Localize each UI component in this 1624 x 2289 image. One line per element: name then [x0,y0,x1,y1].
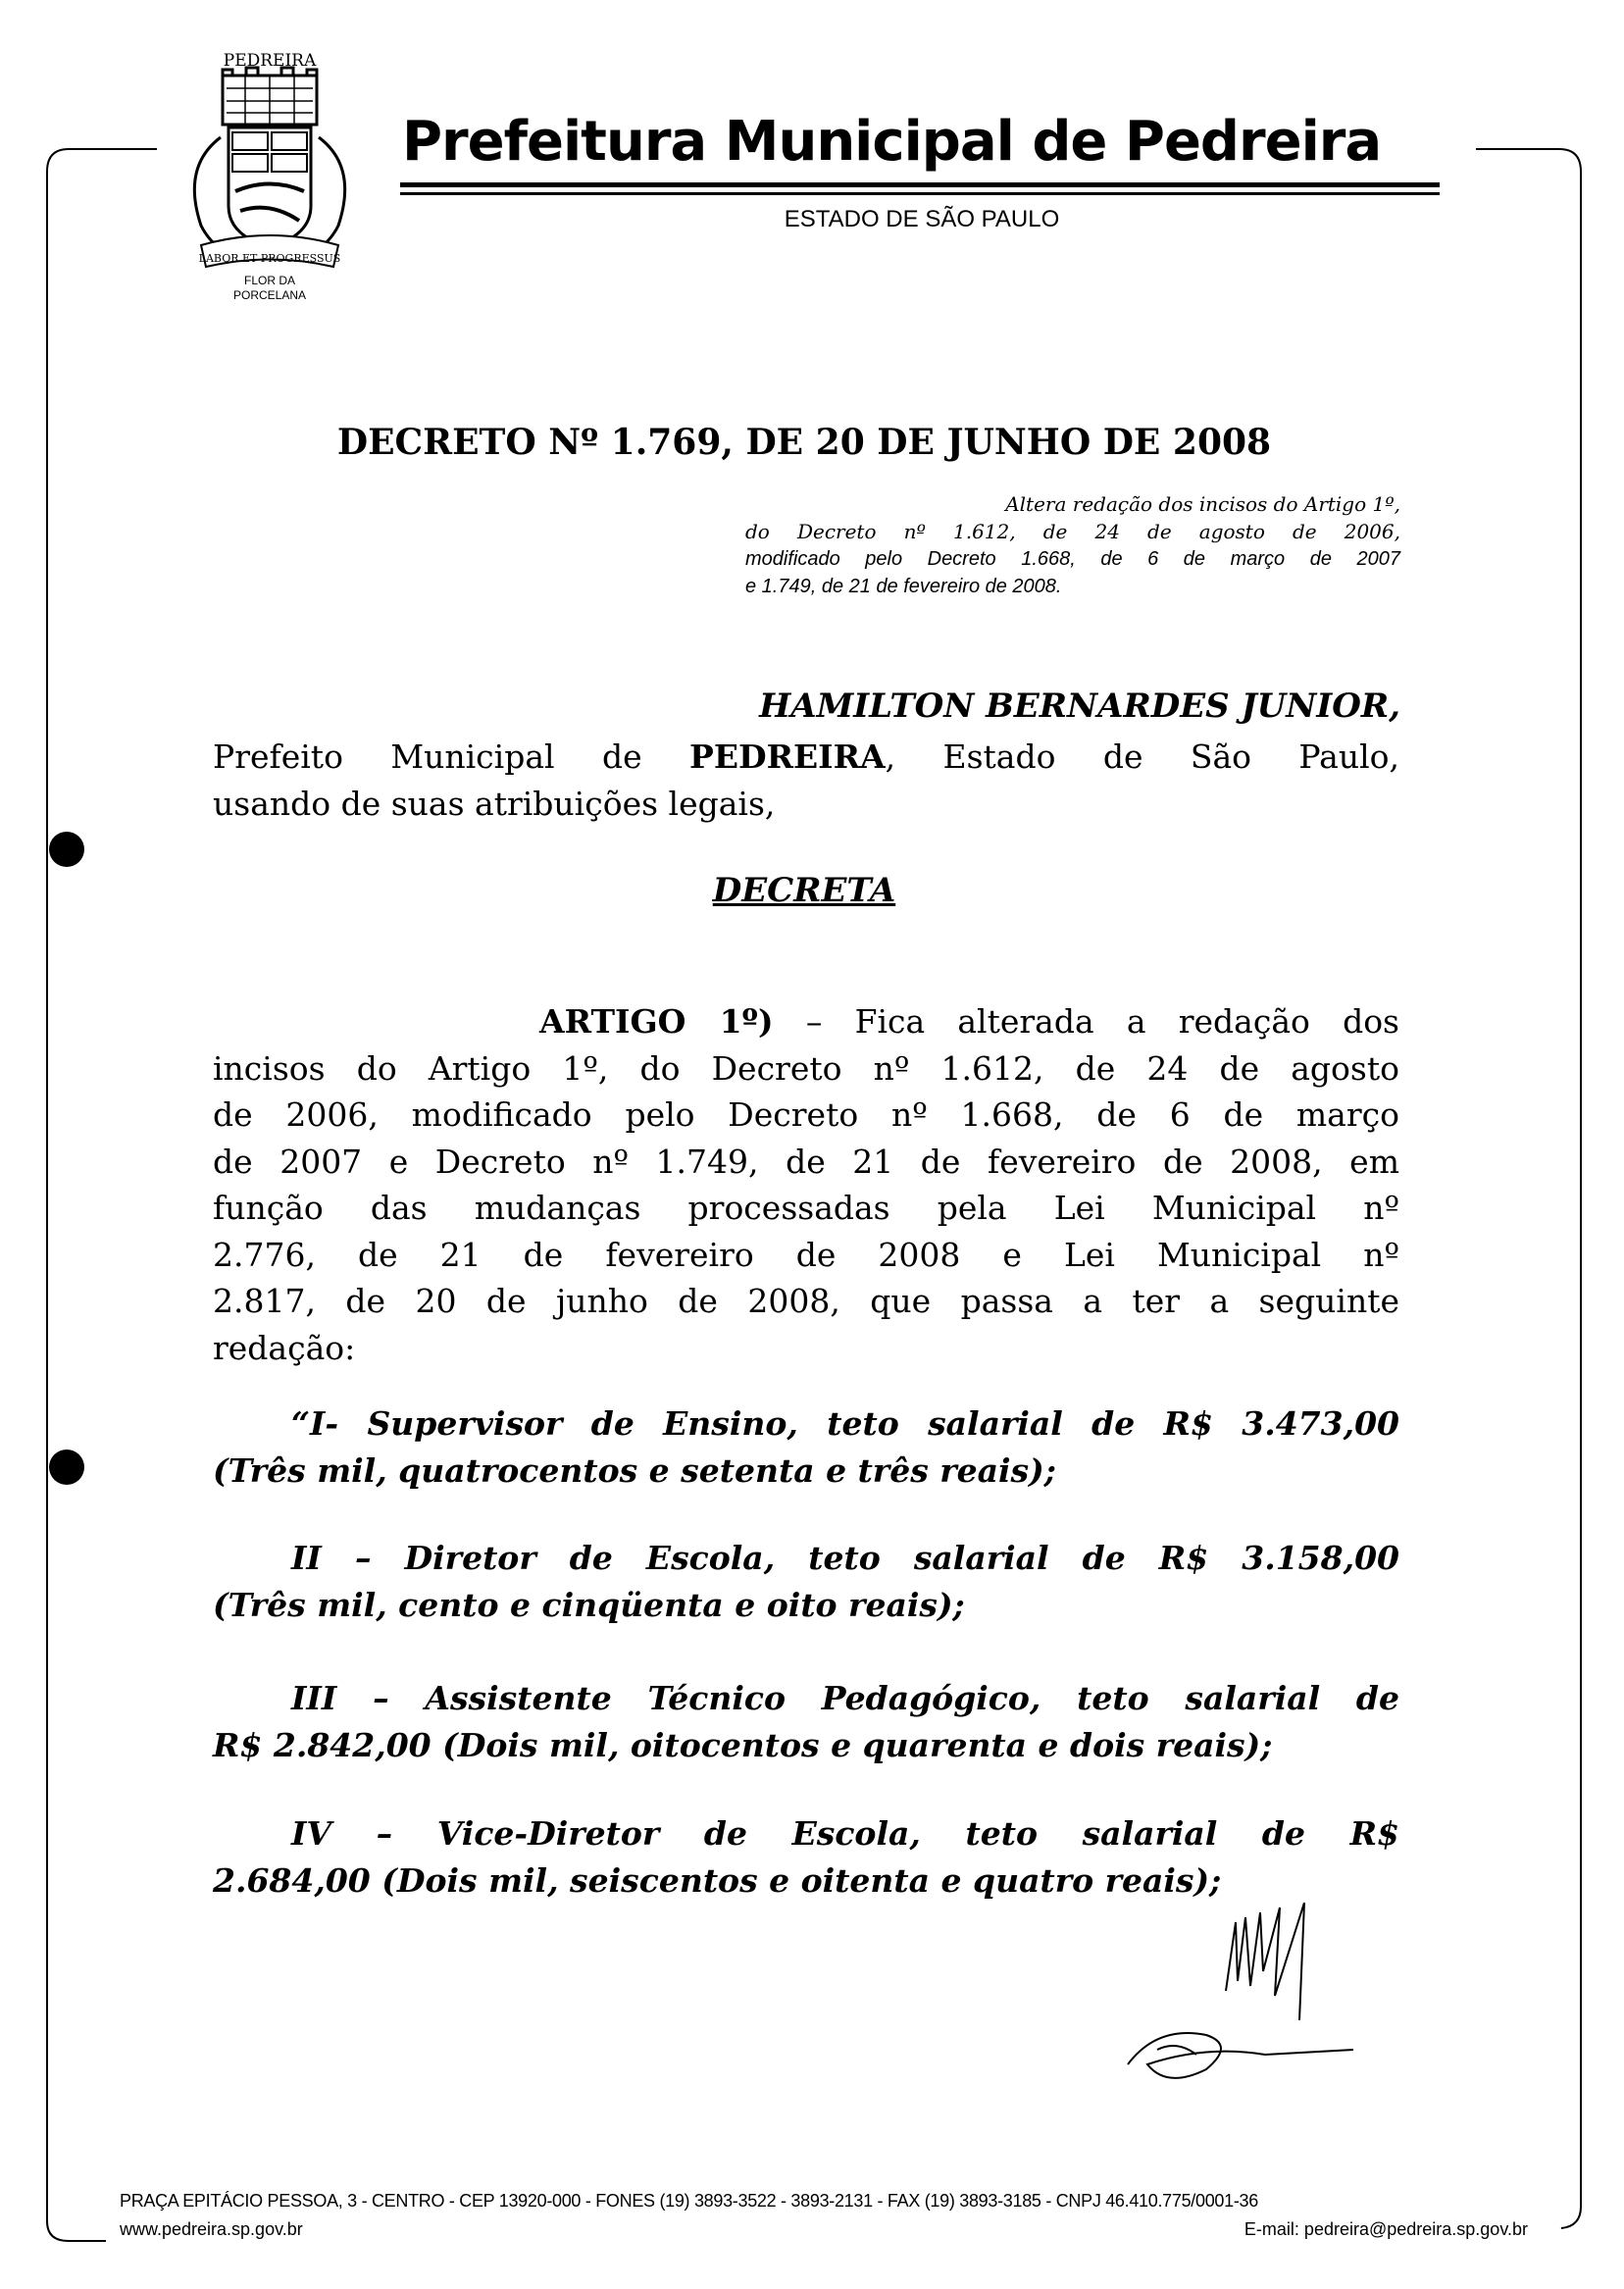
article-line: 2.817, de 20 de junho de 2008, que passa a ter a seguinte [213,1282,1399,1320]
svg-text:FLOR DA: FLOR DA [243,274,296,287]
item-line: “I- Supervisor de Ensino, teto salarial de R$ 3.473,00 [291,1404,1399,1443]
svg-text:PORCELANA: PORCELANA [232,288,307,302]
article-line: redação: [213,1328,356,1367]
item-line: II – Diretor de Escola, teto salarial de R$ 3.158,00 [291,1539,1399,1577]
article-line: incisos do Artigo 1º, do Decreto nº 1.612, de 24 de agosto [213,1048,1399,1088]
municipality-title: Prefeitura Municipal de Pedreira [402,110,1382,174]
item-line: IV – Vice-Diretor de Escola, teto salarial de R$ [291,1814,1399,1853]
item-i [213,1400,1399,1494]
article-line: de 2007 e Decreto nº 1.749, de 21 de fevereiro de 2008, em [213,1142,1399,1181]
summary-line: do Decreto nº 1.612, de 24 de agosto de 2006, [745,520,1400,543]
title-rule [400,192,1440,195]
state-subtitle: ESTADO DE SÃO PAULO [784,206,1060,232]
item-ii [213,1535,1399,1628]
svg-text:LABOR ET PROGRESSUS: LABOR ET PROGRESSUS [198,252,341,265]
item-line: (Três mil, quatrocentos e setenta e três reais); [213,1450,1056,1490]
item-line: III – Assistente Técnico Pedagógico, teto salarial de [291,1679,1399,1717]
article-label: ARTIGO 1º) [539,1002,774,1041]
mayor-name: HAMILTON BERNARDES JUNIOR, [759,687,1400,726]
summary-line: e 1.749, de 21 de fevereiro de 2008. [745,576,1062,597]
footer-website[interactable]: www.pedreira.sp.gov.br [120,2219,303,2239]
punch-hole [49,832,84,867]
article-1 [213,998,1399,1371]
item-iii [213,1675,1399,1768]
decreta-heading: DECRETA [712,871,896,910]
summary-line: Altera redação dos incisos do Artigo 1º, [1005,492,1400,516]
item-line: 2.684,00 (Dois mil, seiscentos e oitenta e quatro reais); [213,1860,1222,1900]
signature [1089,1903,1363,2089]
punch-hole [49,1450,84,1485]
summary-line: modificado pelo Decreto 1.668, de 6 de março de 2007 [745,548,1400,570]
title-rule [400,182,1440,187]
preamble [213,734,1399,827]
decree-summary [745,490,1400,600]
decree-heading: DECRETO Nº 1.769, DE 20 DE JUNHO DE 2008 [336,422,1272,463]
city-name: PEDREIRA [689,738,886,776]
svg-text:PEDREIRA: PEDREIRA [223,51,317,71]
article-line: de 2006, modificado pelo Decreto nº 1.668, de 6 de março [213,1095,1399,1134]
footer-email[interactable]: E-mail: pedreira@pedreira.sp.gov.br [1243,2219,1528,2239]
preamble-text: usando de suas atribuições legais, [213,784,776,823]
item-iv [213,1810,1399,1904]
item-line: (Três mil, cento e cinqüenta e oito reais); [213,1585,965,1624]
preamble-text: Prefeito Municipal de [213,738,689,776]
article-line: 2.776, de 21 de fevereiro de 2008 e Lei Municipal nº [213,1235,1399,1274]
preamble-text: , Estado de São Paulo, [885,738,1399,776]
footer-address: PRAÇA EPITÁCIO PESSOA, 3 - CENTRO - CEP 13920-000 - FONES (19) 3893-3522 - 3893-2131 - FAX (19) 3893-3185 - CNPJ 46.410.775/0001-36 [120,2191,1258,2211]
article-line: função das mudanças processadas pela Lei Municipal nº [213,1189,1399,1227]
item-line: R$ 2.842,00 (Dois mil, oitocentos e quarenta e dois reais); [213,1725,1273,1764]
coat-of-arms-logo [162,44,378,304]
article-text: – Fica alterada a redação dos [773,1002,1399,1041]
